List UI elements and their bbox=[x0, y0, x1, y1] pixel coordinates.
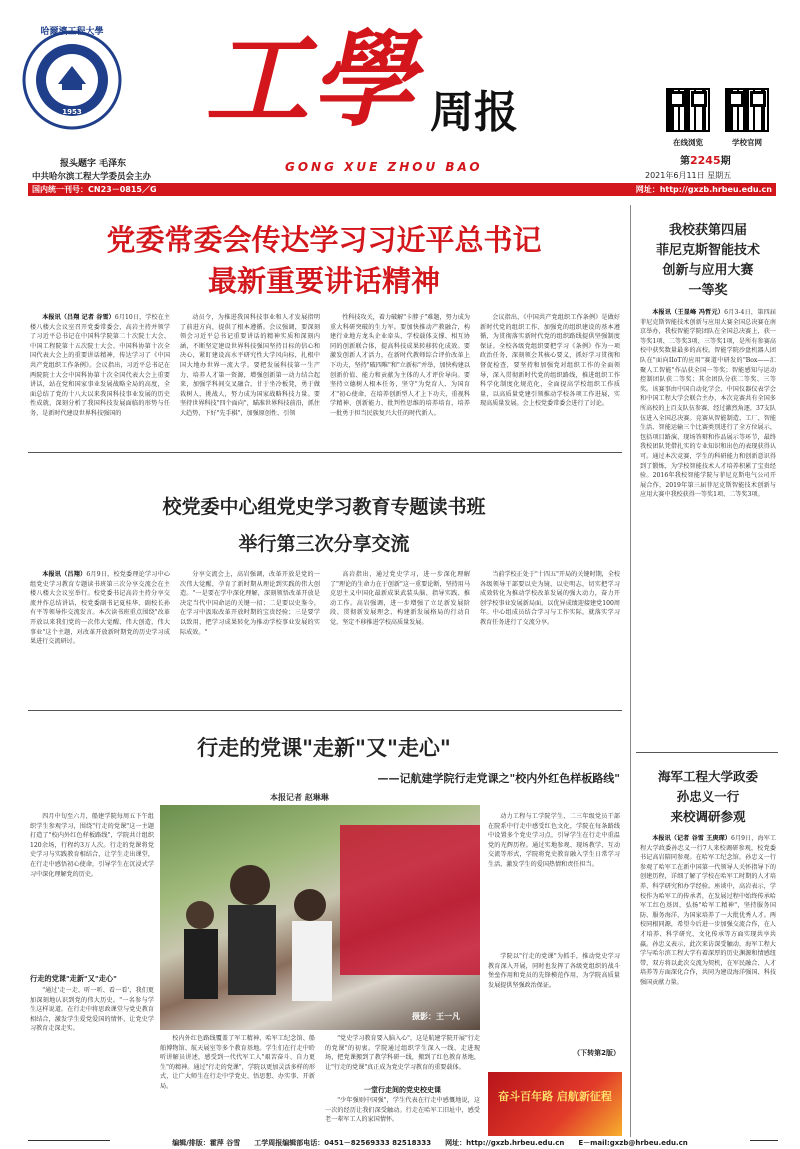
mid-col-4 bbox=[480, 570, 620, 704]
issue-number: 2245 bbox=[690, 154, 721, 167]
qr-online-label: 在线浏览 bbox=[673, 138, 703, 147]
issue-number-line bbox=[680, 152, 731, 167]
feature-col-1-text: 四月中旬至六月，船建学院每周五下午组织学生参观学习，围绕"行走的党课"这一主题打造了"校内外红色样板路线"，学院共计组织120余场，行程约3万人次。行走的党课将党史学习与实践教育相结合，让学生走出课堂，在行走中感悟初心使命，引导学生在沉浸式学习中深化理解党的历史。 bbox=[30, 813, 154, 878]
mid-lead-in: 本报讯（吕翔） bbox=[42, 571, 87, 578]
lead-col-4 bbox=[480, 313, 620, 441]
seal-school-name: 哈爾濱工程大學 bbox=[40, 27, 104, 37]
qr-online-icon[interactable] bbox=[666, 88, 710, 132]
feature-subhead-1: 行走的党课"走新"又"走心" bbox=[30, 974, 117, 983]
lead-col-4-text: 会议指出，《中国共产党组织工作条例》是做好新时代党的组织工作、加强党的组织建设的基本遵循，为贯彻落实新时代党的组织路线提供坚强制度保证。全校各级党组织要把学习《条例》作为一项政治任务，深刻领会其核心要义，抓好学习贯彻和督促检查，要坚持和加强党对组织工作的全面领导，深入贯彻新时代党的组织路线，推进组织工作科学化制度化规范化，全面提高学校组织工作质量，以高质量党建引领推动学校各项工作进展，实现高质量发展。会上校党委常委会进行了讨论。 bbox=[480, 314, 620, 408]
issue-suffix: 期 bbox=[720, 156, 731, 167]
feature-byline: 本报记者 赵琳琳 bbox=[270, 793, 329, 802]
lead-lead-in: 本报讯（吕翔 记者 谷雪） bbox=[42, 314, 115, 321]
issue-prefix: 第 bbox=[680, 156, 690, 167]
lead-headline-1: 党委常委会传达学习习近平总书记 bbox=[106, 223, 542, 257]
qr-website-icon[interactable] bbox=[725, 88, 769, 132]
lead-col-1 bbox=[30, 313, 170, 441]
side1-lead-in: 本报讯（王显峰 冯哲元） bbox=[652, 309, 725, 316]
sidebar-divider bbox=[630, 205, 631, 1140]
side1-headline-3: 创新与应用大赛 bbox=[662, 263, 754, 278]
masthead-title-sub: 周报 bbox=[430, 87, 518, 138]
side2-lead-in: 本报讯（记者 谷雪 王庚琛） bbox=[652, 835, 731, 842]
side1-headline-1: 我校获第四届 bbox=[668, 223, 747, 238]
footer-address: 工学周报编辑部电话：0451－82569333 82518333 bbox=[254, 1139, 432, 1147]
mid-headline-2: 举行第三次分享交流 bbox=[238, 533, 410, 555]
side1-headline-2: 菲尼克斯智能技术 bbox=[655, 243, 760, 258]
feature-col-3-text: "党史学习教育要入脑入心"，这是航建学院开展"行走的党课"的初衷。学院通过组织学生深入一线、走进现场，把党课搬到了教学科研一线，搬到了红色教育基地，让"行走的党课"真正成为党史学习教育的重要载体。 bbox=[325, 1035, 480, 1071]
feature-col-3b-text: "少年强则中国强"，学生代表在行走中感慨地说，这一次的经历让我们深受触动。行走在哈军工旧址中，感受老一辈军工人的家国情怀。 bbox=[325, 1097, 480, 1124]
feature-col-1b-text: "通过'走一走、听一听、看一看'，我们更加深刻地认识到党的伟大历史。"一名参与学生这样说道。在行走中将思政课堂与党史教育相结合，激发学生爱党爱国的情怀，让党史学习教育走深走实。 bbox=[30, 987, 154, 1033]
masthead-bar bbox=[28, 183, 776, 196]
masthead-website[interactable]: 网址：http://gxzb.hrbeu.edu.cn bbox=[635, 185, 772, 194]
lead-col-3-text: 性科技攻关，着力破解"卡脖子"难题，努力成为重大科研突破的生力军。要加快推动产教融合，构建行业地方龙头企业牵头、学校载体支撑、相互协同的创新联合体，提高科技成果转移转化成效。要激发创新人才活力，在新时代教师综合评价改革上下功夫，坚持"破四唯"和"立新标"并举，加快构建以创新价值、能力和贡献为主体的人才评价导向。要坚持立德树人根本任务，坚守"为党育人、为国育才"初心使命，在培养创新型人才上下功夫，重视科学精神、创新能力、批判性思维的培养培育，培养一批勇于担当民族复兴大任的时代新人。 bbox=[330, 314, 470, 417]
feature-continue: （下转第2版） bbox=[573, 1049, 620, 1057]
feature-photo bbox=[160, 805, 480, 1030]
lead-col-2 bbox=[180, 313, 320, 441]
side1-headline-4: 一等奖 bbox=[688, 283, 728, 298]
footer-email[interactable]: E－mail:gxzb@hrbeu.edu.cn bbox=[578, 1139, 688, 1147]
lead-col-3 bbox=[330, 313, 470, 441]
feature-subhead-2: 一堂行走间的党史校史课 bbox=[364, 1086, 441, 1094]
feature-col-2 bbox=[160, 1034, 315, 1138]
side1-body-text: 6月3-4日，第四届菲尼克斯智能技术创新与应用大赛全国总决赛在南京举办，我校智能学院团队在全国总决赛上，获一等奖1项、二等奖3项、三等奖1项，是所有参赛高校中获奖数量最多的高校。智能学院沙盘机器人团队在"面向IIoT的应用"赛道中研发的"Box——汇聚人工智能"作品获全国一等奖；智能感知与运动控制团队获二等奖；其余团队分获二等奖、三等奖。该赛事由中国自动化学会、中国仪器仪表学会和中国工程大学会联合主办，本次竞赛共有全国多所高校的上百支队伍参赛，经过激烈角逐，37支队伍进入全国总决赛。竞赛从智能制造、工厂、智能生活、智能运输三个比赛类别进行了全方位展示，包括项目路演、现场答辩和作品展示等环节，最终我校团队凭借扎实的专业知识和出色的表现获得认可。通过本次竞赛，学生的科研能力和创新意识得到了锻炼，为学校智能技术人才培养积累了宝贵经验。2016年我校智能学院与菲尼克斯电气公司开展合作，2019年第三届菲尼克斯智能技术创新与应用大赛中我校获得一等奖1项、二等奖3项。 bbox=[640, 309, 776, 499]
masthead-pinyin: GONG XUE ZHOU BAO bbox=[285, 160, 483, 174]
divider-side bbox=[636, 752, 778, 753]
side2-headline-2: 孙忠义一行 bbox=[676, 789, 740, 804]
side2-body bbox=[640, 834, 776, 1136]
mid-col-2 bbox=[180, 570, 320, 704]
inscription-note: 报头题字 毛泽东 bbox=[60, 159, 127, 169]
feature-col-3 bbox=[325, 1034, 480, 1138]
footer bbox=[110, 1137, 750, 1149]
lead-col-1-text: 6月10日，学校在主楼八楼大会议室召开党委常委会，高岩主持并领学了习近平总书记在中国科学院第二十次院士大会、中国工程院第十五次院士大会、中国科协第十次全国代表大会上的重要讲话精神，传达学习了《中国共产党组织工作条例》。会议指出，习近平总书记在两院院士大会中国科协第十次全国代表大会上重要讲话，站在党和国家事业发展战略全局的高度，全面总结了党的十八大以来我国科技事业发展的历史性成就，深刻分析了我国科技发展面临的形势与任务，是新时代建设世界科技强国的 bbox=[30, 314, 170, 417]
side2-headline-3: 来校调研参观 bbox=[670, 809, 746, 824]
seal-year: 1953 bbox=[62, 108, 82, 116]
feature-col-4b-text: 学院以"行走的党课"为抓手，推动党史学习教育深入开展，同时也发挥了各级党组织的战斗堡垒作用和党员的先锋模范作用，为学院高质量发展提供坚强政治保证。 bbox=[488, 953, 620, 989]
mid-col-4-text: 当前学校正处于"十四五"开局的关键时期，全校各级领导干部要以史为镜、以史明志，切实把学习成效转化为推动学校改革发展的强大动力，奋力开创学校事业发展新局面，以优异成绩迎接建党100周年。中心组成员结合学习与工作实际，就落实学习教育任务进行了交流分享。 bbox=[480, 571, 620, 626]
mid-col-1 bbox=[30, 570, 170, 704]
photo-scene-icon bbox=[160, 805, 480, 1030]
side2-headline-1: 海军工程大学政委 bbox=[657, 769, 758, 784]
feature-headline: 行走的党课"走新"又"走心" bbox=[197, 736, 451, 760]
slogan-text: 奋斗百年路 启航新征程 bbox=[498, 1090, 612, 1103]
feature-col-4-text: 动力工程与工学院学生、二三年级党员干部在院系中行走中感受红色文化，学院在每条路线中设置多个党史学习点，引导学生在行走中重温党的光辉历程。通过实地参观、现场教学、互动交流等形式，学院将党史教育融入学生日常学习生活，激发学生的爱国热情和责任担当。 bbox=[488, 813, 620, 868]
feature-col-2-text: 校内外红色路线覆盖了军工精神、哈军工纪念馆、船舶博物馆、航天展室等多个教育基地。学生们在行走中聆听讲解员讲述，感受到一代代军工人"艰苦奋斗、自力更生"的精神。通过"行走的党课"，学院以更加灵活多样的形式，让广大师生在行走中学党史、悟思想、办实事、开新局。 bbox=[160, 1035, 315, 1090]
feature-col-4 bbox=[488, 812, 620, 1067]
divider-1 bbox=[28, 452, 622, 453]
mid-col-3-text: 高岩指出，通过党史学习，进一步深化理解了"理论的生命力在于创新"这一重要论断，坚持用马克思主义中国化最新成果武装头脑、指导实践、推动工作。高岩强调，进一步增强了立足新发展阶段、贯彻新发展理念、构建新发展格局的行动自觉，坚定不移推进学校高质量发展。 bbox=[330, 571, 470, 626]
cn-number: 国内统一刊号：CN23－0815／G bbox=[32, 185, 157, 194]
masthead-title-main: 工學 bbox=[205, 18, 418, 141]
mid-col-3 bbox=[330, 570, 470, 704]
footer-site[interactable]: 网址：http://gxzb.hrbeu.edu.cn bbox=[445, 1139, 565, 1147]
feature-subtitle: ——记航建学院行走党课之"校内外红色样板路线" bbox=[377, 772, 620, 785]
school-seal bbox=[18, 10, 126, 150]
mid-col-1-text: 6月9日，校党委理论学习中心组党史学习教育专题读书班第三次分享交流会在主楼八楼大会议室举行。校党委书记高岩主持分享交流并作总结讲话，校党委副书记夏桂华、副校长孙有平等领导作交流发言。本次读书班重点围绕"改革开放以来我们党的一次伟大觉醒、伟大创造，伟大事业"这个主题，对改革开放新时期党的历史学习成果进行交流研讨。 bbox=[30, 571, 170, 646]
feature-col-1 bbox=[30, 812, 154, 1138]
side2-body-text: 6月9日，海军工程大学政委孙忠义一行7人来校调研参观，校党委书记高岩陪同参观。在哈军工纪念馆，孙忠义一行参观了哈军工在新中国第一代领导人关怀指导下的创建历程，详细了解了学校在哈军工时期的人才培养、科学研究和办学经验。座谈中，高岩表示，学校作为哈军工的传承者，在发展过程中始终传承哈军工红色基因，弘扬"哈军工精神"，坚持服务国防、服务海洋，为国家培养了一大批优秀人才。两校同根同源，希望今后进一步加强交流合作，在人才培养、科学研究、文化传承等方面实现共享共赢。孙忠义表示，此次来访深受触动，海军工程大学与哈尔滨工程大学有着深厚的历史渊源和情感纽带，双方将以此次交流为契机，在军民融合、人才培养等方面深化合作，共同为建设海洋强国、科技强国贡献力量。 bbox=[640, 835, 776, 986]
mid-headline-1: 校党委中心组党史学习教育专题读书班 bbox=[162, 496, 486, 518]
lead-headline-2: 最新重要讲话精神 bbox=[207, 264, 440, 298]
issue-date: 2021年6月11日 星期五 bbox=[645, 171, 732, 180]
footer-editors: 编辑/排版：霍萍 谷雪 bbox=[172, 1139, 241, 1147]
photo-credit: 摄影：王一凡 bbox=[412, 1012, 460, 1021]
divider-2 bbox=[28, 710, 622, 711]
publisher-note: 中共哈尔滨工程大学委员会主办 bbox=[32, 172, 152, 182]
lead-col-2-text: 动员令，为推进我国科技事业和人才发展指明了前进方向，提供了根本遵循。会议强调，要深刻领会习近平总书记重要讲话的精神实质和深刻内涵，不断坚定建设世界科技强国坚持目标的信心和决心，紧盯建设高水平研究性大学风向标，扎根中国大地办世界一流大学。要把发展科技第一生产力、培养人才第一资源，增强创新第一动力结合起来，加强学科间交叉融合，甘于坐冷板凳，勇于做栽树人，挑战人，努力成为国家战略科技力量。要坚持世界科技"四个面向"，瞄准世界科技前沿，抓住大趋势，下好"先手棋"，加强原创性、引领 bbox=[180, 314, 320, 417]
mid-col-2-text: 分享交流会上，高岩强调，改革开放是党的一次伟大觉醒，孕育了新时期从理论到实践的伟大创造。"一是要在学中深化理解，深刻领悟改革开放是决定当代中国命运的关键一招；二是要以史鉴今，在学习中汲取改革开放时期的宝贵经验；三是要学以致用，把学习成果转化为推动学校事业发展的实际成效。" bbox=[180, 571, 320, 636]
qr-website-label: 学校官网 bbox=[732, 138, 762, 147]
side1-body bbox=[640, 308, 776, 746]
slogan-banner bbox=[488, 1072, 622, 1136]
